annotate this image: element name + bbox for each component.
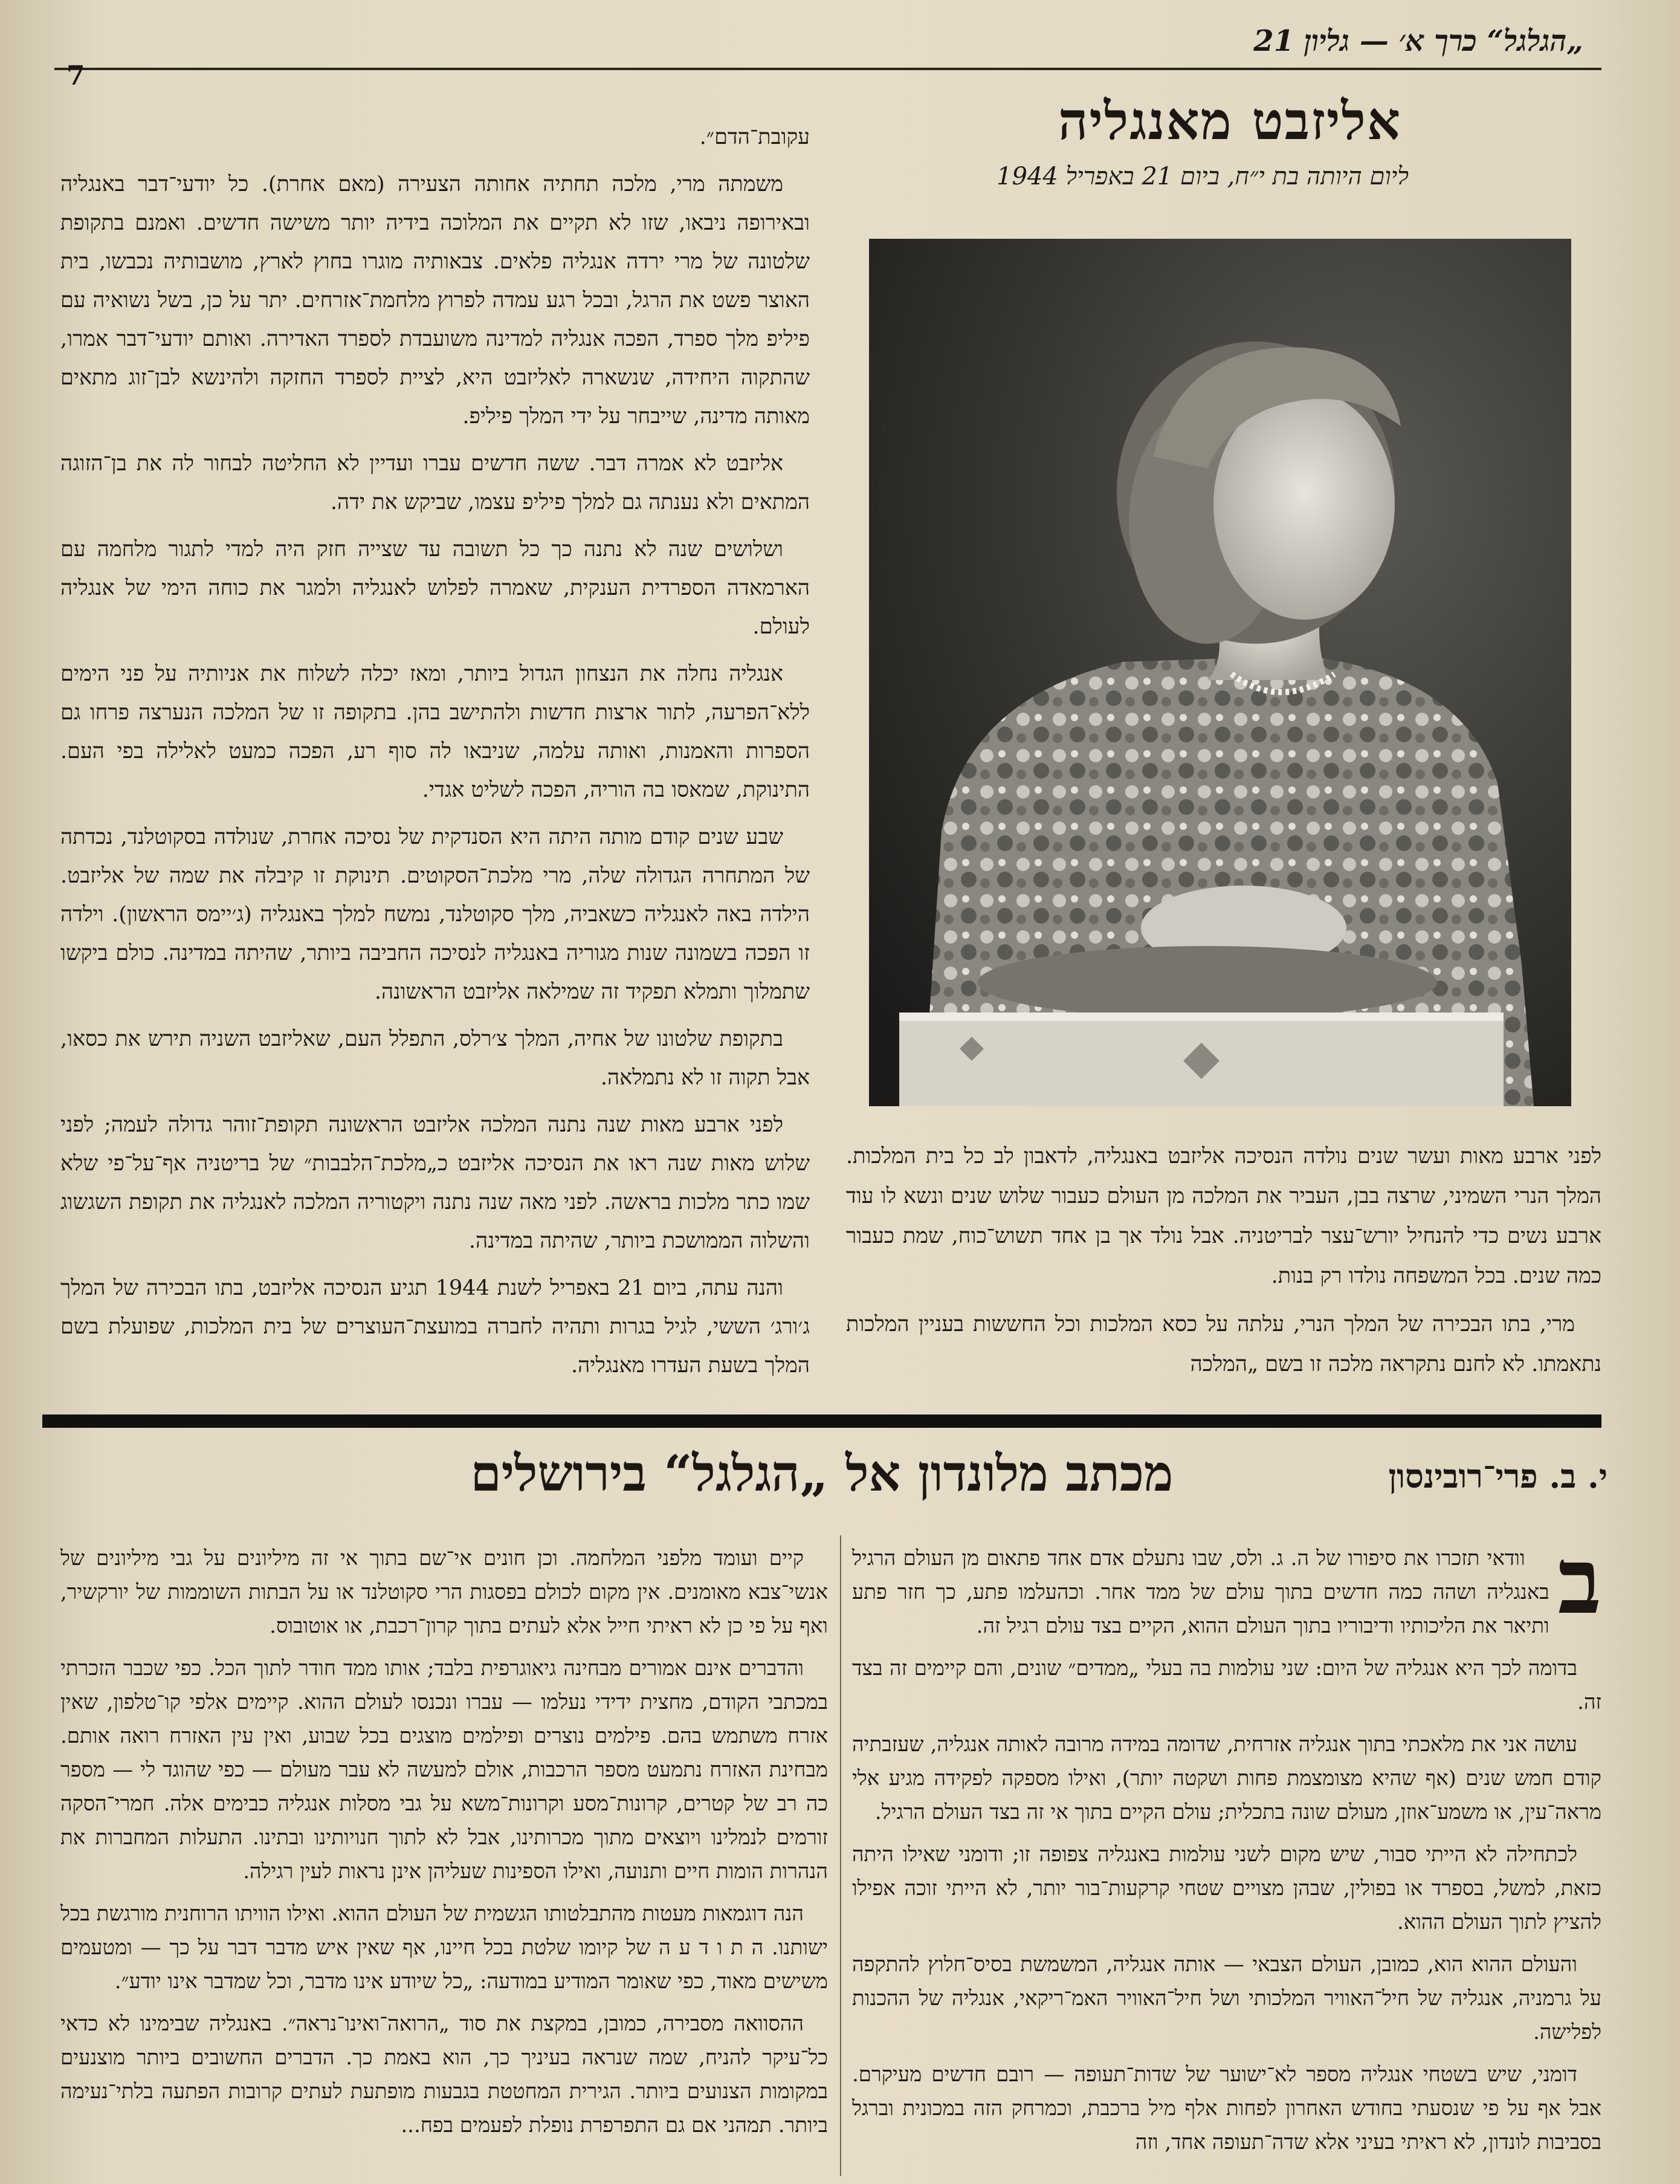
page-number: 7 [66, 60, 85, 91]
paragraph: קיים ועומד מלפני המלחמה. וכן חונים אי־שם בתוך אי זה מיליונים על גבי מיליונים של אנשי־צבא מאומנים. אין מקום לכולם בפסגות הרי סקוטלנד או על הבתות השוממות של יורקשיר, ואף על פי כן לא ראיתי חייל אלא לעתים בתוך קרון־רכבת, או אוטובוס. [60, 1546, 828, 1638]
column-divider [840, 1535, 841, 2176]
article-subtitle: ליום היותה בת י״ח, ביום 21 באפריל 1944 [997, 163, 1409, 190]
article1-right-column [846, 1136, 1601, 1402]
author-byline: י. ב. פרי־רובינסון [1388, 1457, 1607, 1495]
portrait-photo-icon [869, 239, 1571, 1106]
paragraph: שבע שנים קודם מותה היתה היא הסנדקית של נסיכה אחרת, שנולדה בסקוטלנד, נכדתה של המתחרה הגדולה שלה, מרי מלכת־הסקוטים. תינוקת זו קיבלה את שמה של אליזבט. הילדה באה לאנגליה כשאביה, מלך סקוטלנד, נמשח למלך באנגליה (ג׳יימס הראשון). וילדה זו הפכה בשמונה שנות מגוריה באנגליה לנסיכה החביבה ביותר, שהיתה במדינה. כולם ביקשו שתמלוך ותמלא תפקיד זה שמילאה אליזבט הראשונה. [60, 825, 810, 1004]
portrait-photo [869, 239, 1571, 1106]
paragraph: עקובת־הדם״. [699, 125, 810, 149]
paragraph: לכתחילה לא הייתי סבור, שיש מקום לשני עולמות באנגליה צפופה זו; ודומני שאילו היתה כזאת, למשל, בספרד או בפולין, שבהן מצויים שטחי קרקעות־בור יותר, לא הייתי זוכה אפילו להציץ לתוך העולם ההוא. [852, 1842, 1601, 1934]
article1-left-column [60, 118, 810, 1399]
paragraph: ההסוואה מסבירה, כמובן, במקצת את סוד „הרואה־ואינו־נראה״. באנגליה שבימינו לא כדאי כל־עיקר להניח, שמה שנראה בעיניך כך, הוא באמת כך. הדברים החשובים ביותר מוצנעים במקומות הצנועים ביותר. הגירית המחטטת בגבעות מופתעת לעתים קרובות הפתעה בלתי־נעימה ביותר. תמהני אם גם התפרפרת נופלת לפעמים בפח... [60, 2012, 828, 2137]
paragraph: עושה אני את מלאכתי בתוך אנגליה אזרחית, שדומה במידה מרובה לאותה אנגליה, שעזבתיה קודם חמש שנים (אף שהיא מצומצמת פחות ושקטה יותר), ואילו מספקה לפקידה מגיע אלי מראה־עין, או משמע־אוזן, מעולם שונה בתכלית; עולם הקיים בתוך אי זה בצד העולם הרגיל. [852, 1732, 1601, 1824]
article2-right-column [852, 1528, 1601, 2182]
paragraph: מרי, בתו הבכירה של המלך הנרי, עלתה על כסא המלכות וכל החששות בעניין המלכות נתאמתו. לא לחנם נתקראה מלכה זו בשם „המלכה [846, 1312, 1601, 1376]
paragraph: לפני ארבע מאות ועשר שנים נולדה הנסיכה אליזבט באנגליה, לדאבון לב כל בית המלכות. המלך הנרי השמיני, שרצה בבן, העביר את המלכה מן העולם כעבור שלוש שנים ונשא לו עוד ארבע נשים כדי להנחיל יורש־עצר לבריטניה. אבל נולד אך בן אחד תשוש־כוח, שמת כעבור כמה שנים. בכל המשפחה נולדו רק בנות. [846, 1144, 1601, 1288]
letter-headline: מכתב מלונדון אל „הגלגל“ בירושלים [470, 1445, 1174, 1503]
paragraph: והדברים אינם אמורים מבחינה גיאוגרפית בלבד; אותו ממד חודר לתוך הכל. כפי שכבר הזכרתי במכתבי הקודם, מחצית ידידי נעלמו — עברו ונכנסו לעולם ההוא. קיימים אלפי קו־טלפון, שאין אזרח משתמש בהם. פילמים נוצרים ופילמים מוצגים בכל שבוע, ואין עין האזרח רואה אותם. מבחינת האזרח נתמעט מספר הרכבות, אולם למעשה לא עבר מעולם — כפי שהוגד לי — מספר כה רב של קטרים, קרונות־מסע וקרונות־משא על גבי מסלות אנגליה כבימים אלה. חמרי־הסקה זורמים לנמלינו ויוצאים מתוך מכרותינו, אבל לא לתוך חנויותינו ובתינו. התעלות המחברות את הנהרות הומות חיים ותנועה, ואילו הספינות שעליהן אינן נראות לעין רגילה. [60, 1656, 828, 1884]
paragraph: והנה עתה, ביום 21 באפריל לשנת 1944 תגיע הנסיכה אליזבט, בתו הבכירה של המלך ג׳ורג׳ הששי, לגיל בגרות ותהיה לחברה במועצת־העוצרים של בית המלכות, שפועלת בשם המלך בשעת העדרו מאנגליה. [60, 1276, 810, 1378]
paragraph: הנה דוגמאות מעטות מהתבלטותו הגשמית של העולם ההוא. ואילו הוויתו הרוחנית מורגשת בכל ישותנו. ה ת ו ד ע ה של קיומו שלטת בכל חיינו, אף שאין איש מדבר דבר על כך — ומטעמים משישים מאוד, כפי שאומר המודיע במודעה: „כל שיודע אינו מדבר, וכל שמדבר אינו יודע״. [60, 1902, 828, 1994]
article2-left-column [60, 1541, 828, 2182]
paragraph: וודאי תזכרו את סיפורו של ה. ג. ולס, שבו נתעלם אדם אחד פתאום מן העולם הרגיל באנגליה ושהה כמה חדשים בתוך עולם של ממד אחר. וכהעלמו פתע, כך חזר פתע ותיאר את הליכותיו ודיבוריו בתוך העולם ההוא, הקיים בצד עולם רגיל זה. [852, 1546, 1549, 1638]
dropcap-paragraph [852, 1528, 1601, 1643]
running-head: „הגלגל“ כרך א׳ — גליון 21 [1253, 24, 1583, 58]
paragraph: והעולם ההוא הוא, כמובן, העולם הצבאי — אותה אנגליה, המשמשת בסיס־חלוץ להתקפה על גרמניה, אנגליה של חיל־האוויר המלכותי ושל חיל־האוויר האמ־ריקאי, אנגליה של ההכנות לפלישה. [852, 1952, 1601, 2044]
paragraph: בתקופת שלטונו של אחיה, המלך צ׳רלס, התפלל העם, שאליזבט השניה תירש את כסאו, אבל תקוה זו לא נתמלאה. [60, 1027, 810, 1090]
paragraph: אליזבט לא אמרה דבר. ששה חדשים עברו ועדיין לא החליטה לבחור לה את בן־הזוגה המתאים ולא נענתה גם למלך פיליפ עצמו, שביקש את ידה. [60, 452, 810, 514]
section-divider [42, 1414, 1601, 1428]
paragraph: ושלושים שנה לא נתנה כך כל תשובה עד שצייה חזק היה למדי לתגור מלחמה עם הארמאדה הספרדית הענקית, שאמרה לפלוש לאנגליה ולמגר את כוחה הימי של אנגליה לעולם. [60, 537, 810, 639]
paragraph: בדומה לכך היא אנגליה של היום: שני עולמות בה בעלי „ממדים״ שונים, והם קיימים זה בצד זה. [852, 1656, 1601, 1714]
paragraph: לפני ארבע מאות שנה נתנה המלכה אליזבט הראשונה תקופת־זוהר גדולה לעמה; לפני שלוש מאות שנה ראו את הנסיכה אליזבט כ„מלכת־הלבבות״ של בריטניה אף־על־פי שלא שמו כתר מלכות בראשה. לפני מאה שנה נתנה ויקטוריה המלכה לאנגליה את תקופת השגשוג והשלוה הממושכת ביותר, שהיתה במדינה. [60, 1113, 810, 1253]
article-title: אליזבט מאנגליה [1058, 91, 1402, 152]
header-rule [54, 68, 1601, 70]
paragraph: משמתה מרי, מלכה תחתיה אחותה הצעירה (מאם אחרת). כל יודעי־דבר באנגליה ובאירופה ניבאו, שזו לא תקיים את המלוכה בידיה יותר משישה חדשים. ואמנם בתקופת שלטונה של מרי ירדה אנגליה פלאים. צבאותיה מוגרו בחוץ לארץ, מושבותיה נכבשו, בית האוצר פשט את הרגל, ובכל רגע עמדה לפרוץ מלחמת־אזרחים. יתר על כן, בשל נשואיה עם פיליפ מלך ספרד, הפכה אנגליה למדינה משועבדת לספרד האדירה. ואותם יודעי־דבר אמרו, שהתקוה היחידה, שנשארה לאליזבט היא, לציית לספרד החזקה ולהינשא לבן־זוג מתאים מאותה מדינה, שייבחר על ידי המלך פיליפ. [60, 172, 810, 429]
paragraph: דומני, שיש בשטחי אנגליה מספר לא־ישוער של שדות־תעופה — רובם חדשים מעיקרם. אבל אף על פי שנסעתי בחודש האחרון לפחות אלף מיל ברכבת, וכמרחק הזה במכונית וברגל בסביבות לונדון, לא ראיתי בעיני אלא שדה־תעופה אחד, וזה [852, 2062, 1601, 2154]
paragraph: אנגליה נחלה את הנצחון הגדול ביותר, ומאז יכלה לשלוח את אניותיה על פני הימים ללא־הפרעה, לתור ארצות חדשות ולהתישב בהן. בתקופה זו של המלכה הנערצה פרחו גם הספרות והאמנות, ואותה עלמה, שניבאו לה סוף רע, הפכה כמעט לאלילה בפי העם. התינוקת, שמאסו בה הוריה, הפכה לשליט אגדי. [60, 662, 810, 802]
dropcap-letter: ב [1557, 1528, 1601, 1635]
